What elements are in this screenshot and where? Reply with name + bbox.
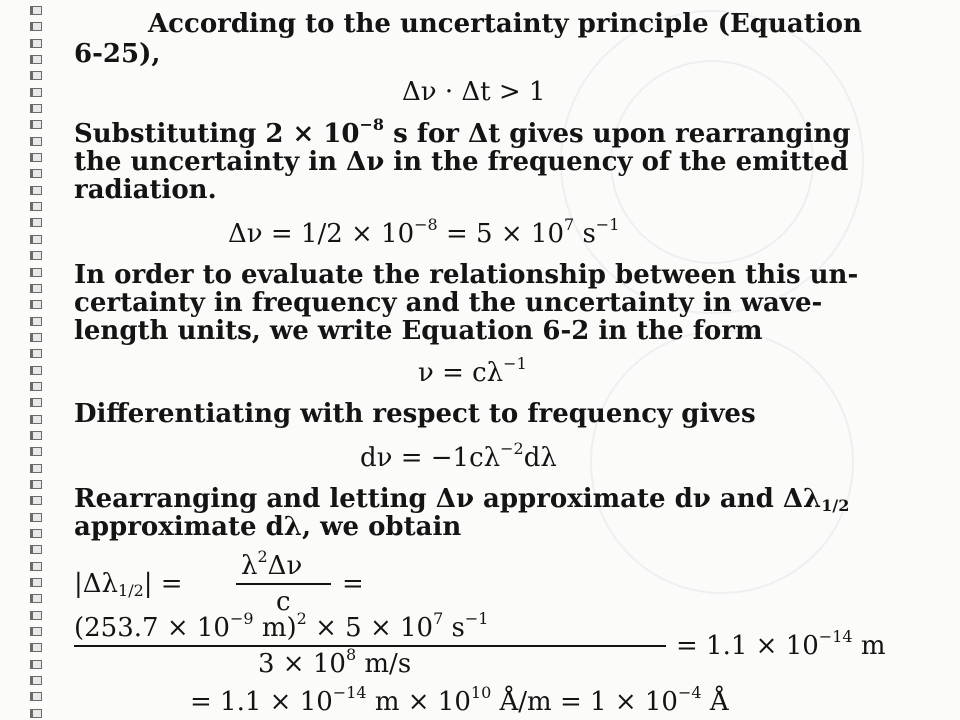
fraction-numerator: $\lambda^2\Delta\nu$	[241, 547, 303, 581]
paragraph-line: length units, we write Equation 6-2 in the form	[74, 316, 763, 346]
paragraph-line: 6-25),	[74, 39, 161, 69]
background-ghost-circle	[590, 330, 854, 594]
paragraph-line: Rearranging and letting Δν approximate dν and $\Delta\lambda_{1/2}$	[74, 484, 850, 515]
paragraph-line: Substituting $2 \times 10^{-8}$ s for Δt gives upon rearranging	[74, 115, 851, 149]
equation-delta-nu: $\Delta\nu = 1/2 \times 10^{-8} = 5 \times 10^7$ $s^{-1}$	[228, 215, 620, 249]
equation-uncertainty: Δν · Δt > 1	[402, 77, 546, 107]
equation-result: = $1.1 \times 10^{-14}$ m	[676, 627, 886, 661]
paragraph-line: radiation.	[74, 175, 217, 205]
paragraph-line: approximate dλ, we obtain	[74, 512, 462, 542]
paragraph-line: Differentiating with respect to frequency gives	[74, 399, 756, 429]
fraction-bar	[74, 645, 666, 647]
page-binding-strip	[30, 6, 46, 718]
fraction-bar	[236, 583, 331, 585]
fraction-denominator: c	[276, 587, 291, 617]
paragraph-line: According to the uncertainty principle (Equation	[148, 9, 862, 39]
fraction-numerator: ($253.7 \times 10^{-9}$ $m)^2 \times 5 \times 10^7$ $s^{-1}$	[74, 609, 489, 643]
equation-final-result: = $1.1 \times 10^{-14}$ $m \times 10^{10}$ Å/m = $1 \times 10^{-4}$ Å	[190, 683, 729, 717]
paragraph-line: certainty in frequency and the uncertainty in wave-	[74, 288, 823, 318]
equation-delta-lambda-lhs: $|\Delta\lambda_{1/2}|$ =	[74, 569, 183, 600]
paragraph-line: In order to evaluate the relationship between this un-	[74, 260, 859, 290]
fraction-denominator: $3 \times 10^8$ m/s	[258, 645, 412, 679]
equation-differential: $d\nu = -1c\lambda^{-2}d\lambda$	[360, 439, 557, 473]
equation-frequency-wavelength: $\nu = c\lambda^{-1}$	[418, 354, 527, 388]
paragraph-line: the uncertainty in Δν in the frequency of the emitted	[74, 147, 849, 177]
equals-sign: =	[342, 569, 364, 599]
